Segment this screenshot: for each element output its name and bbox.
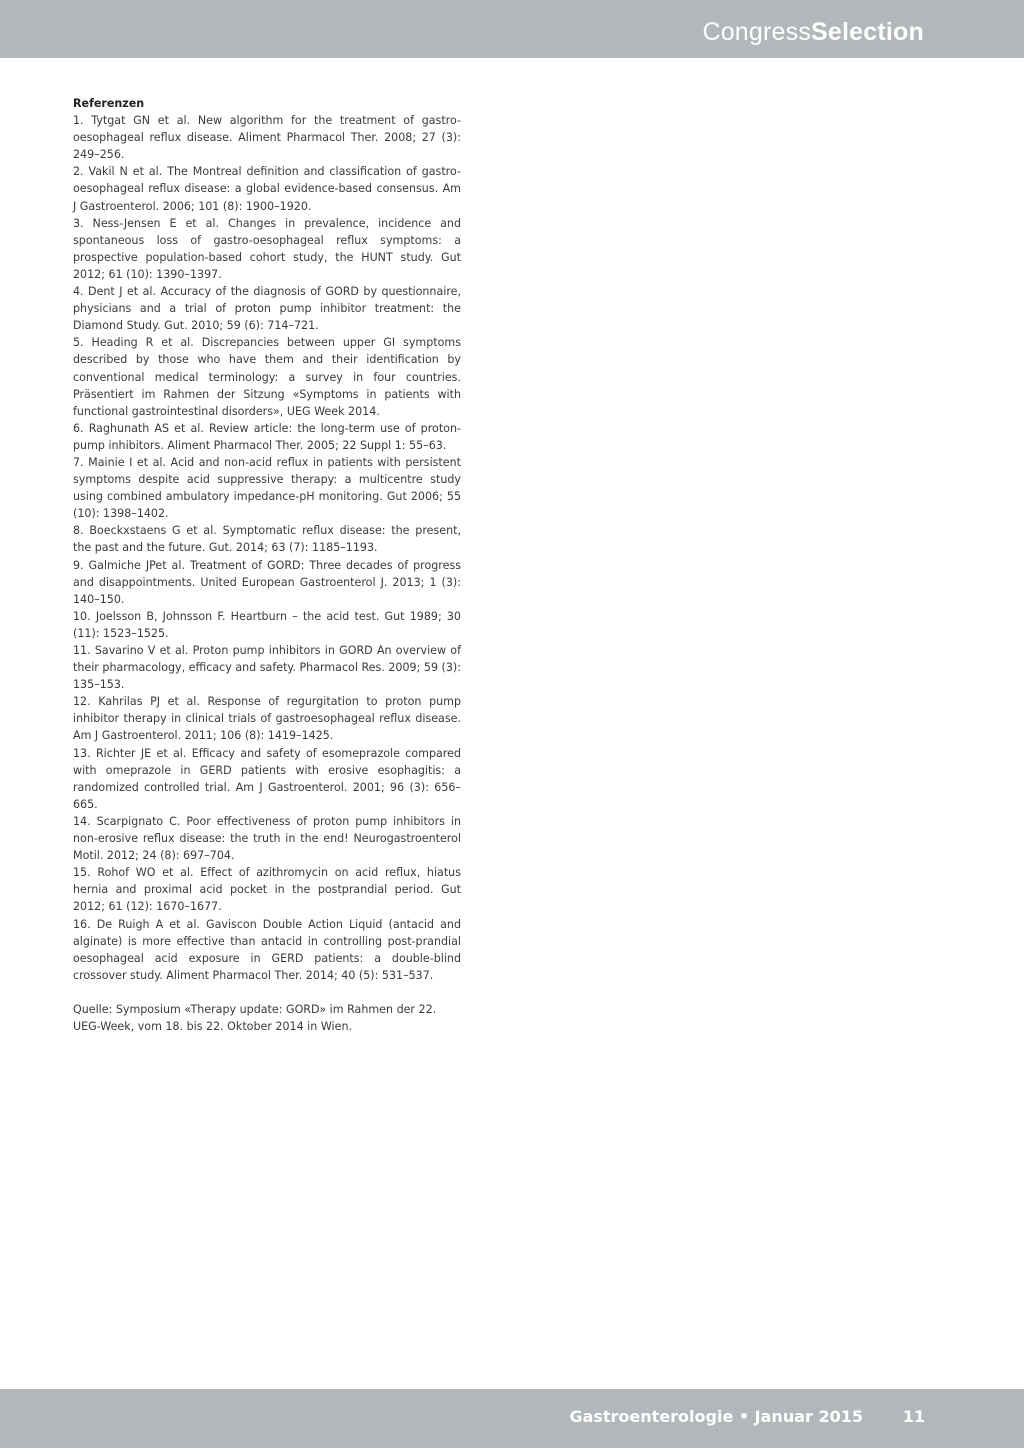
reference-item: 1. Tytgat GN et al. New algorithm for the treatment of gastro-oesophageal reflux disease. Aliment Pharmacol Ther. 2008; 27 (3): 249–256.: [73, 114, 461, 162]
reference-item: 10. Joelsson B, Johnsson F. Heartburn – the acid test. Gut 1989; 30 (11): 1523–1525.: [73, 609, 461, 640]
footer-journal: Gastroenterologie • Januar 2015: [569, 1407, 863, 1426]
reference-item: 13. Richter JE et al. Efficacy and safety of esomeprazole compared with omeprazole in GERD patients with erosive esophagitis: a randomized controlled trial. Am J Gastroenterol. 2001; 96 (3): 656–665.: [73, 746, 461, 811]
references-section: [73, 95, 461, 1035]
references-heading: Referenzen: [73, 97, 145, 110]
page-number: 11: [902, 1407, 925, 1426]
header-bar: [0, 0, 1024, 58]
reference-item: 9. Galmiche JPet al. Treatment of GORD: Three decades of progress and disappointments. United European Gastroenterol J. 2013; 1 (3): 140–150.: [73, 558, 461, 606]
source-note: Quelle: Symposium «Therapy update: GORD» im Rahmen der 22. UEG-Week, vom 18. bis 22. Oktober 2014 in Wien.: [73, 1002, 437, 1033]
brand-light: Congress: [702, 18, 812, 46]
reference-item: 6. Raghunath AS et al. Review article: the long-term use of proton-pump inhibitors. Aliment Pharmacol Ther. 2005; 22 Suppl 1: 55–63.: [73, 421, 461, 452]
reference-item: 12. Kahrilas PJ et al. Response of regurgitation to proton pump inhibitor therapy in clinical trials of gastroesophageal reflux disease. Am J Gastroenterol. 2011; 106 (8): 1419–1425.: [73, 695, 461, 743]
reference-item: 16. De Ruigh A et al. Gaviscon Double Action Liquid (antacid and alginate) is more effective than antacid in controlling post-prandial oesophageal acid exposure in GERD patients: a double-blind crossover study. Aliment Pharmacol Ther. 2014; 40 (5): 531–537.: [73, 917, 461, 982]
reference-item: 15. Rohof WO et al. Effect of azithromycin on acid reflux, hiatus hernia and proximal acid pocket in the postprandial period. Gut 2012; 61 (12): 1670–1677.: [73, 866, 461, 914]
footer-bar: [0, 1389, 1024, 1448]
reference-item: 4. Dent J et al. Accuracy of the diagnosis of GORD by questionnaire, physicians and a trial of proton pump inhibitor treatment: the Diamond Study. Gut. 2010; 59 (6): 714–721.: [73, 285, 461, 333]
reference-item: 8. Boeckxstaens G et al. Symptomatic reflux disease: the present, the past and the future. Gut. 2014; 63 (7): 1185–1193.: [73, 524, 461, 555]
reference-item: 3. Ness-Jensen E et al. Changes in prevalence, incidence and spontaneous loss of gastro-oesophageal reflux symptoms: a prospective population-based cohort study, the HUNT study. Gut 2012; 61 (10): 1390–1397.: [73, 216, 461, 281]
reference-item: 14. Scarpignato C. Poor effectiveness of proton pump inhibitors in non-erosive reflux disease: the truth in the end! Neurogastroenterol Motil. 2012; 24 (8): 697–704.: [73, 814, 461, 863]
reference-item: 7. Mainie I et al. Acid and non-acid reflux in patients with persistent symptoms despite acid suppressive therapy: a multicentre study using combined ambulatory impedance-pH monitoring. Gut 2006; 55 (10): 1398–1402.: [73, 455, 461, 521]
brand-logo: [702, 17, 924, 47]
reference-item: 5. Heading R et al. Discrepancies between upper GI symptoms described by those who have them and their identification by conventional medical terminology: a survey in four countries. Präsentiert im Rahmen der Sitzung «Symptoms in patients with functional gastrointestinal disorders», UEG Week 2014.: [73, 336, 461, 418]
brand-bold: Selection: [811, 18, 924, 46]
references-list: [73, 112, 461, 984]
reference-item: 11. Savarino V et al. Proton pump inhibitors in GORD An overview of their pharmacology, efficacy and safety. Pharmacol Res. 2009; 59 (3): 135–153.: [73, 644, 461, 692]
reference-item: 2. Vakil N et al. The Montreal definition and classification of gastro-oesophageal reflux disease: a global evidence-based consensus. Am J Gastroenterol. 2006; 101 (8): 1900–1920.: [73, 165, 461, 213]
